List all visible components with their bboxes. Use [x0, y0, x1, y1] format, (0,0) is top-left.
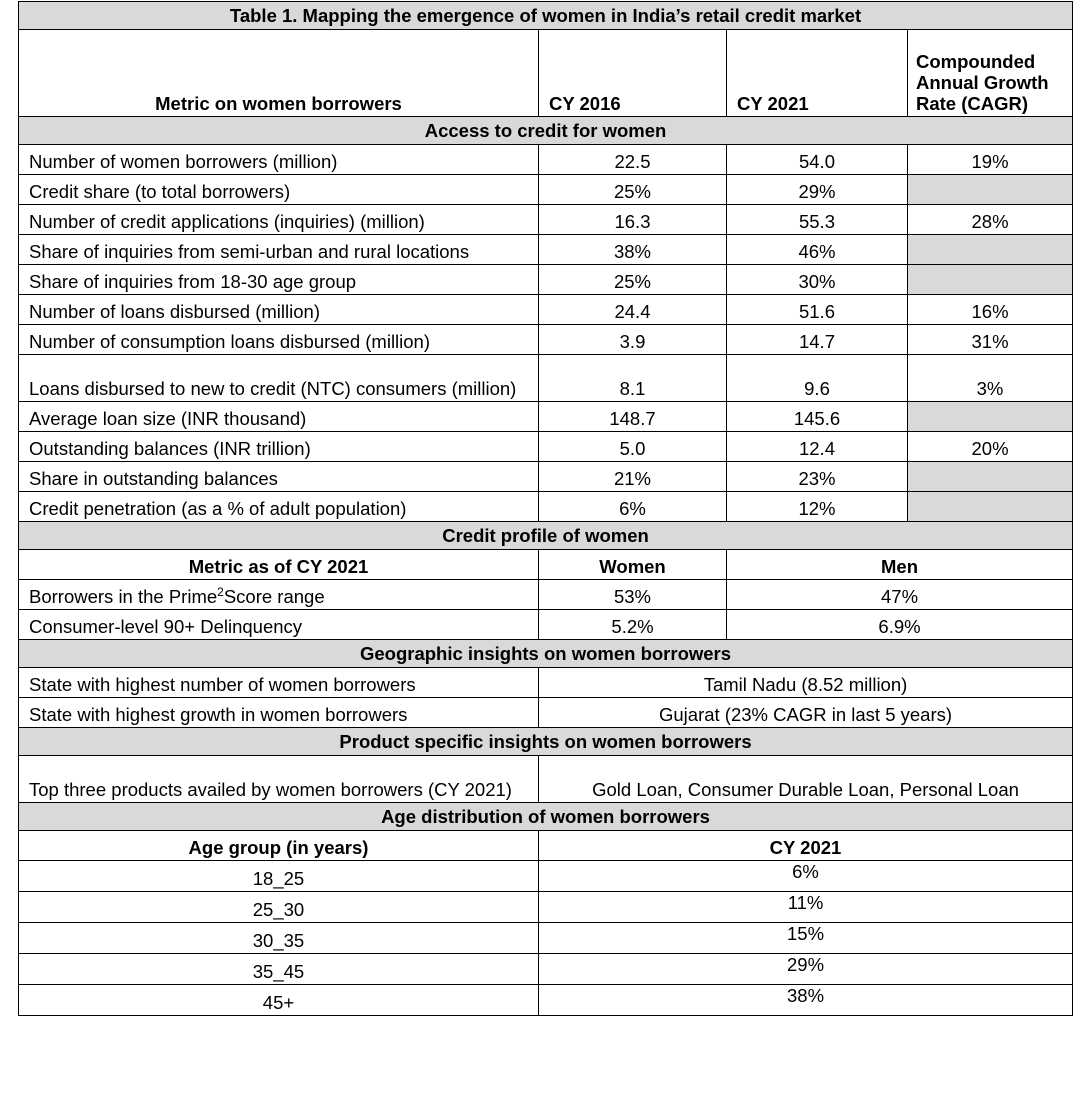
access-cell-cagr — [908, 265, 1073, 295]
profile-row2-metric: Consumer-level 90+ Delinquency — [19, 610, 539, 640]
age-rows — [19, 861, 1073, 1016]
table-row — [19, 295, 1073, 325]
access-cell-cy2021: 46% — [727, 235, 908, 265]
profile-row1-prefix: Borrowers in the Prime — [29, 586, 218, 607]
access-cell-cy2021: 145.6 — [727, 402, 908, 432]
profile-row1-sup: 2 — [217, 584, 224, 599]
credit-market-table — [18, 1, 1073, 1016]
table-row — [19, 402, 1073, 432]
product-metric: Top three products availed by women borrowers (CY 2021) — [19, 756, 539, 803]
section-age-heading: Age distribution of women borrowers — [19, 803, 1073, 831]
access-cell-metric: Outstanding balances (INR trillion) — [19, 432, 539, 462]
profile-col-metric: Metric as of CY 2021 — [19, 550, 539, 580]
access-cell-metric: Average loan size (INR thousand) — [19, 402, 539, 432]
table-row — [19, 265, 1073, 295]
header-metric: Metric on women borrowers — [19, 30, 539, 117]
access-cell-cagr — [908, 492, 1073, 522]
table-row — [19, 492, 1073, 522]
access-cell-cy2016: 5.0 — [539, 432, 727, 462]
access-cell-cy2021: 51.6 — [727, 295, 908, 325]
age-col-year: CY 2021 — [539, 831, 1073, 861]
age-group-cell: 30_35 — [19, 923, 539, 954]
access-cell-cagr: 28% — [908, 205, 1073, 235]
access-cell-cy2016: 38% — [539, 235, 727, 265]
profile-row2-women: 5.2% — [539, 610, 727, 640]
access-cell-cy2016: 25% — [539, 265, 727, 295]
access-cell-cagr: 31% — [908, 325, 1073, 355]
access-cell-metric: Loans disbursed to new to credit (NTC) consumers (million) — [19, 355, 539, 402]
access-cell-cagr — [908, 462, 1073, 492]
geo-row2-value: Gujarat (23% CAGR in last 5 years) — [539, 698, 1073, 728]
table-row — [19, 432, 1073, 462]
header-cagr: Compounded Annual Growth Rate (CAGR) — [908, 30, 1073, 117]
access-cell-cy2021: 12% — [727, 492, 908, 522]
access-cell-metric: Share of inquiries from 18-30 age group — [19, 265, 539, 295]
access-rows — [19, 145, 1073, 522]
table-row — [19, 325, 1073, 355]
header-cy2016: CY 2016 — [539, 30, 727, 117]
access-cell-cy2016: 8.1 — [539, 355, 727, 402]
access-cell-cagr: 3% — [908, 355, 1073, 402]
geo-row1-value: Tamil Nadu (8.52 million) — [539, 668, 1073, 698]
access-cell-cy2016: 25% — [539, 175, 727, 205]
product-value: Gold Loan, Consumer Durable Loan, Personal Loan — [539, 756, 1073, 803]
access-cell-cagr — [908, 235, 1073, 265]
age-group-cell: 25_30 — [19, 892, 539, 923]
access-cell-metric: Credit penetration (as a % of adult population) — [19, 492, 539, 522]
access-cell-cagr — [908, 175, 1073, 205]
access-cell-cy2016: 148.7 — [539, 402, 727, 432]
access-cell-metric: Number of consumption loans disbursed (million) — [19, 325, 539, 355]
age-value-cell: 29% — [539, 954, 1073, 985]
table-row — [19, 923, 1073, 954]
access-cell-cy2021: 30% — [727, 265, 908, 295]
age-value-cell: 15% — [539, 923, 1073, 954]
age-col-group: Age group (in years) — [19, 831, 539, 861]
profile-row1-women: 53% — [539, 580, 727, 610]
profile-col-women: Women — [539, 550, 727, 580]
age-value-cell: 11% — [539, 892, 1073, 923]
access-cell-cy2016: 3.9 — [539, 325, 727, 355]
access-cell-metric: Share of inquiries from semi-urban and rural locations — [19, 235, 539, 265]
section-geo-heading: Geographic insights on women borrowers — [19, 640, 1073, 668]
table-row — [19, 355, 1073, 402]
geo-row2-metric: State with highest growth in women borrowers — [19, 698, 539, 728]
section-profile-heading: Credit profile of women — [19, 522, 1073, 550]
table-row — [19, 205, 1073, 235]
access-cell-cy2016: 22.5 — [539, 145, 727, 175]
age-group-cell: 18_25 — [19, 861, 539, 892]
age-value-cell: 38% — [539, 985, 1073, 1016]
access-cell-cy2016: 16.3 — [539, 205, 727, 235]
access-cell-cagr: 19% — [908, 145, 1073, 175]
access-cell-cy2016: 21% — [539, 462, 727, 492]
section-product-heading: Product specific insights on women borrowers — [19, 728, 1073, 756]
profile-row2-men: 6.9% — [727, 610, 1073, 640]
profile-row1-men: 47% — [727, 580, 1073, 610]
table-title: Table 1. Mapping the emergence of women in India’s retail credit market — [19, 2, 1073, 30]
profile-col-men: Men — [727, 550, 1073, 580]
access-cell-cy2016: 6% — [539, 492, 727, 522]
access-cell-metric: Share in outstanding balances — [19, 462, 539, 492]
table-row — [19, 175, 1073, 205]
geo-row1-metric: State with highest number of women borrowers — [19, 668, 539, 698]
age-value-cell: 6% — [539, 861, 1073, 892]
table-row — [19, 145, 1073, 175]
access-cell-cy2021: 14.7 — [727, 325, 908, 355]
table-row — [19, 892, 1073, 923]
table-row — [19, 462, 1073, 492]
table-row — [19, 861, 1073, 892]
table-row — [19, 954, 1073, 985]
access-cell-cy2021: 54.0 — [727, 145, 908, 175]
access-cell-metric: Number of loans disbursed (million) — [19, 295, 539, 325]
access-cell-metric: Credit share (to total borrowers) — [19, 175, 539, 205]
age-group-cell: 35_45 — [19, 954, 539, 985]
access-cell-cy2016: 24.4 — [539, 295, 727, 325]
access-cell-cy2021: 23% — [727, 462, 908, 492]
profile-row1-suffix: Score range — [223, 586, 325, 607]
access-cell-cagr: 20% — [908, 432, 1073, 462]
access-cell-cy2021: 9.6 — [727, 355, 908, 402]
age-group-cell: 45+ — [19, 985, 539, 1016]
access-cell-cagr — [908, 402, 1073, 432]
access-cell-cy2021: 55.3 — [727, 205, 908, 235]
header-cy2021: CY 2021 — [727, 30, 908, 117]
access-cell-metric: Number of women borrowers (million) — [19, 145, 539, 175]
access-cell-cy2021: 12.4 — [727, 432, 908, 462]
access-cell-metric: Number of credit applications (inquiries) (million) — [19, 205, 539, 235]
section-access-heading: Access to credit for women — [19, 117, 1073, 145]
table-row — [19, 985, 1073, 1016]
access-cell-cagr: 16% — [908, 295, 1073, 325]
profile-row-prime-score — [19, 580, 539, 610]
table-row — [19, 235, 1073, 265]
access-cell-cy2021: 29% — [727, 175, 908, 205]
